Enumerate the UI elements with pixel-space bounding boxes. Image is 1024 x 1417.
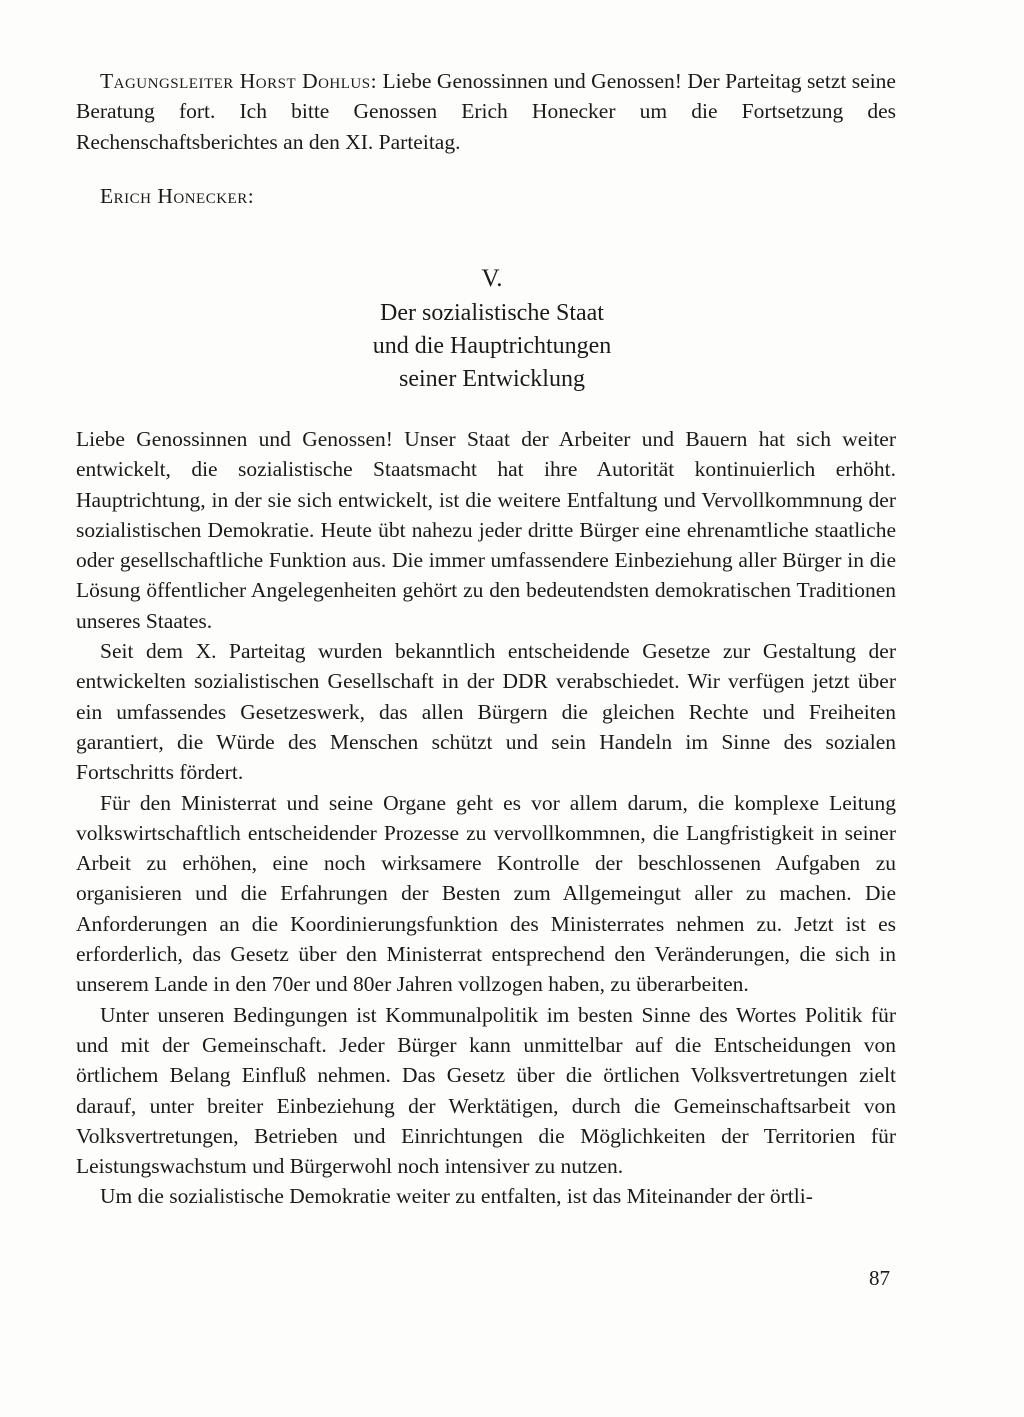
- chapter-title-line-1: Der sozialistische Staat: [380, 300, 604, 326]
- opening-text: Liebe Genossinnen und Genossen! Der Parteitag setzt seine Beratung fort. Ich bitte Genossen Erich Honecker um die Fortsetzung des Rechenschaftsberichtes an den XI. Parteitag.: [76, 69, 896, 154]
- opening-paragraph: [76, 66, 896, 157]
- chapter-title-line-3: seiner Entwicklung: [399, 366, 585, 392]
- paragraph-3: Für den Ministerrat und seine Organe geht es vor allem darum, die komplexe Leitung volkswirtschaftlich entscheidender Prozesse zu vervollkommnen, die Langfristigkeit in seiner Arbeit zu erhöhen, eine noch wirksamere Kontrolle der beschlossenen Aufgaben zu organisieren und die Erfahrungen der Besten zum Allgemeingut aller zu machen. Die Anforderungen an die Koordinierungsfunktion des Ministerrates nehmen zu. Jetzt ist es erforderlich, das Gesetz über den Ministerrat entsprechend den Veränderungen, die sich in unserem Lande in den 70er und 80er Jahren vollzogen haben, zu überarbeiten.: [76, 790, 896, 997]
- page-number: 87: [869, 1266, 890, 1290]
- chapter-title-line-2: und die Hauptrichtungen: [372, 333, 612, 359]
- speaker-label-chair: Tagungsleiter Horst Dohlus:: [100, 69, 378, 93]
- paragraph-4: Unter unseren Bedingungen ist Kommunalpolitik im besten Sinne des Wortes Politik für und mit der Gemeinschaft. Jeder Bürger kann unmittelbar auf die Entscheidungen von örtlichem Belang Einfluß nehmen. Das Gesetz über die örtlichen Volksvertretungen zielt darauf, unter breiter Einbeziehung der Werktätigen, durch die Gemeinschaftsarbeit von Volksvertretungen, Betrieben und Einrichtungen die Möglichkeiten der Territorien für Leistungswachstum und Bürgerwohl noch intensiver zu nutzen.: [76, 1002, 896, 1179]
- body-text: [76, 424, 896, 1212]
- chapter-number: V.: [481, 265, 503, 292]
- paragraph-1: Liebe Genossinnen und Genossen! Unser Staat der Arbeiter und Bauern hat sich weiter entwickelt, die sozialistische Staatsmacht hat ihre Autorität kontinuierlich erhöht. Hauptrichtung, in der sie sich entwickelt, ist die weitere Entfaltung und Vervollkommnung der sozialistischen Demokratie. Heute übt nahezu jeder dritte Bürger eine ehrenamtliche staatliche oder gesellschaftliche Funktion aus. Die immer umfassendere Einbeziehung aller Bürger in die Lösung öffentlicher Angelegenheiten gehört zu den bedeutendsten demokratischen Traditionen unseres Staates.: [76, 427, 896, 633]
- paragraph-2: Seit dem X. Parteitag wurden bekanntlich entscheidende Gesetze zur Gestaltung der entwickelten sozialistischen Gesellschaft in der DDR verabschiedet. Wir verfügen jetzt über ein umfassendes Gesetzeswerk, das allen Bürgern die gleichen Rechte und Freiheiten garantiert, die Würde des Menschen schützt und sein Handeln im Sinne des sozialen Fortschritts fördert.: [76, 639, 896, 785]
- speaker-label-honecker: Erich Honecker:: [100, 184, 255, 208]
- paragraph-5: Um die sozialistische Demokratie weiter zu entfalten, ist das Miteinander der örtli-: [100, 1184, 813, 1209]
- chapter-heading: [300, 262, 684, 396]
